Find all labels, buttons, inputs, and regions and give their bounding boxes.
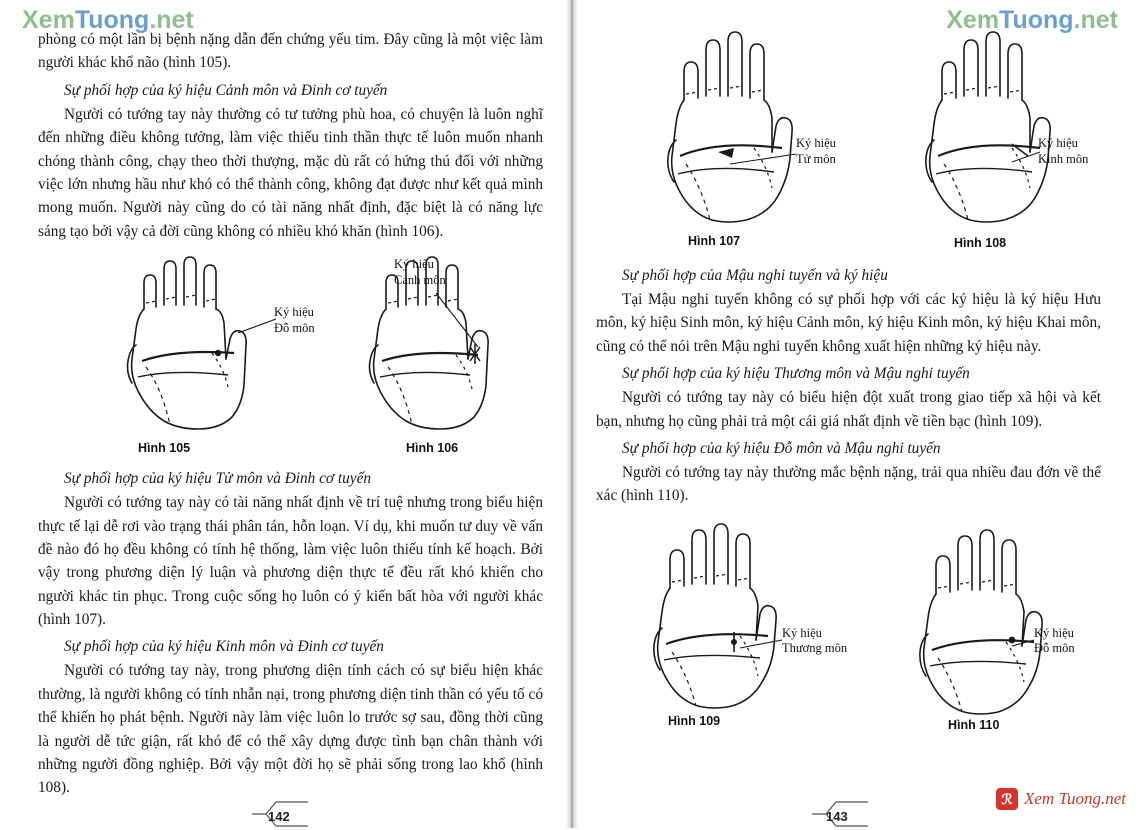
- figure-106-label-line2: Cảnh môn: [394, 272, 446, 287]
- right-paragraph-1: Tại Mậu nghi tuyến không có sự phối hợp với các ký hiệu là ký hiệu Hưu môn, ký hiệu Sinh môn, ký hiệu Cảnh môn, ký hiệu Kinh môn, ký hiệu Khai môn, cũng có thể nói trên Mậu nghi tuyến không xuất hiện những ký hiệu này.: [596, 291, 1101, 355]
- figure-107-caption: Hình 107: [688, 234, 741, 248]
- brand-mark-icon: ℛ: [996, 788, 1018, 810]
- figure-110-hand: [908, 528, 1058, 718]
- figure-108-leader-line: [1008, 150, 1042, 164]
- figure-108-label-line2: Kinh môn: [1038, 151, 1089, 166]
- right-heading-1: Sự phối hợp của Mậu nghi tuyến và ký hiệu: [622, 267, 888, 284]
- book-gutter: [566, 0, 578, 828]
- figure-105-leader-line: [234, 315, 278, 337]
- left-paragraph-1: Người có tướng tay này thường có tư tưởng phù hoa, có chuyện là luôn nghĩ đến những điều không tưởng, làm việc thiếu tinh thần thực tế luôn muốn nhanh chóng thành công, chạy theo thời thượng, mặc dù rất có hứng thú đối với những việc lớn nhưng hầu như khó có thể thành công, không đạt được như kết quả mình mong muốn. Người này cũng do có tài năng nhất định, đặc biệt là có năng lực sáng tạo bởi vậy cả đời cũng không có nhiều khó khăn (hình 106).: [38, 105, 543, 240]
- figure-107-label: [796, 136, 836, 167]
- watermark-left-xem: Xem: [22, 6, 75, 34]
- figure-110-label-line2: Đỗ môn: [1034, 641, 1075, 656]
- figure-106-label: [394, 257, 446, 288]
- figure-110-caption: Hình 110: [948, 717, 1000, 732]
- watermark-right-xem: Xem: [946, 6, 1000, 34]
- left-paragraph-top: phòng có một lần bị bệnh nặng dẫn đến chứng yếu tim. Đây cũng là một việc làm người khác khổ não (hình 105).: [38, 31, 543, 72]
- left-heading-1: Sự phối hợp của ký hiệu Cảnh môn và Đinh cơ tuyến: [64, 81, 388, 99]
- figure-110-leader-line: [1008, 638, 1036, 650]
- right-heading-3: Sự phối hợp của ký hiệu Đỗ môn và Mậu nghi tuyến: [622, 439, 941, 457]
- figure-row-109-110: [596, 522, 1101, 737]
- figure-105-label: [274, 305, 315, 336]
- figure-108-hand: [916, 28, 1066, 228]
- left-heading-2: Sự phối hợp của ký hiệu Tử môn và Đinh cơ tuyến: [64, 470, 372, 488]
- left-page-column: [38, 28, 543, 800]
- figure-106-label-line1: Ký hiệu: [394, 257, 434, 272]
- right-page-column: [596, 28, 1101, 737]
- watermark-right-net: .net: [1073, 6, 1118, 34]
- figure-105-hand: [116, 249, 266, 434]
- figure-105-label-line1: Ký hiệu: [274, 305, 314, 320]
- figure-row-107-108: [596, 28, 1101, 260]
- figure-row-105-106: [38, 243, 543, 463]
- figure-107-label-line2: Tử môn: [796, 151, 836, 166]
- figure-110-label: [1034, 626, 1075, 657]
- figure-109-hand: [642, 522, 792, 712]
- figure-107-hand: [658, 28, 808, 228]
- watermark-right-tuong: Tuong: [999, 6, 1074, 34]
- figure-109-label: [782, 626, 847, 657]
- watermark-left-tuong: Tuong: [74, 6, 150, 34]
- figure-105-label-line2: Đỗ môn: [274, 320, 315, 335]
- left-heading-3: Sự phối hợp của ký hiệu Kinh môn và Đinh cơ tuyến: [64, 638, 384, 656]
- figure-109-label-line2: Thương môn: [782, 641, 848, 656]
- figure-105-caption: Hình 105: [138, 441, 191, 456]
- figure-110-label-line1: Ký hiệu: [1034, 625, 1074, 640]
- watermark-left-net: .net: [149, 6, 194, 34]
- figure-108-caption: Hình 108: [954, 236, 1007, 250]
- figure-106-caption: Hình 106: [406, 441, 459, 456]
- right-paragraph-3: Người có tướng tay này thường mắc bệnh nặng, trải qua nhiều đau đớn về thể xác (hình 110).: [596, 463, 1101, 505]
- left-paragraph-3: Người có tướng tay này, trong phương diện tính cách có sự biểu hiện khác thường, là người không có tính nhẫn nại, trong phương diện tinh thần có yếu tố có thể khiến họ phát bệnh. Người này làm việc luôn lo trước sợ sau, đồng thời cũng là người dễ tức giận, rất khó để có thể xây dựng được tình bạn chân thành với những người đồng nghiệp. Bởi vậy một đời họ sẽ phải sống trong lao khổ (hình 108).: [38, 662, 543, 797]
- footer-logo: [996, 788, 1126, 810]
- right-heading-2: Sự phối hợp của ký hiệu Thương môn và Mậu nghi tuyến: [622, 365, 970, 383]
- right-page-number: 143: [826, 809, 848, 824]
- left-paragraph-2: Người có tướng tay này có tài năng nhất định về trí tuệ nhưng trong biểu hiện thực tế lại dễ rơi vào trạng thái phân tán, hỗn loạn. Ví dụ, khi muốn tư duy về vấn đề nào đó họ đều không có tính hệ thống, làm việc luôn thiếu tính kế hoạch. Bởi vậy trong phương diện lý luận và phương diện thực tế đều rất khó khiến cho người khác tin phục. Trong cuộc sống họ luôn có ý kiến bất hòa với người khác (hình 107).: [38, 494, 543, 629]
- figure-108-label: [1038, 136, 1088, 167]
- figure-107-leader-line: [726, 152, 798, 168]
- figure-106-leader-line: [430, 291, 490, 351]
- figure-107-label-line1: Ký hiệu: [796, 136, 836, 150]
- figure-109-caption: Hình 109: [668, 713, 721, 728]
- left-page-number: 142: [268, 809, 290, 824]
- footer-logo-text: Xem Tuong.net: [1024, 789, 1126, 808]
- right-paragraph-2: Người có tướng tay này có biểu hiện đột xuất trong giao tiếp xã hội và kết bạn, nhưng họ cũng phải trả một cái giá nhất định về tiền bạc (hình 109).: [596, 389, 1101, 430]
- figure-109-leader-line: [736, 638, 784, 652]
- figure-108-label-line1: Ký hiệu: [1038, 136, 1078, 150]
- figure-109-label-line1: Ký hiệu: [782, 625, 822, 640]
